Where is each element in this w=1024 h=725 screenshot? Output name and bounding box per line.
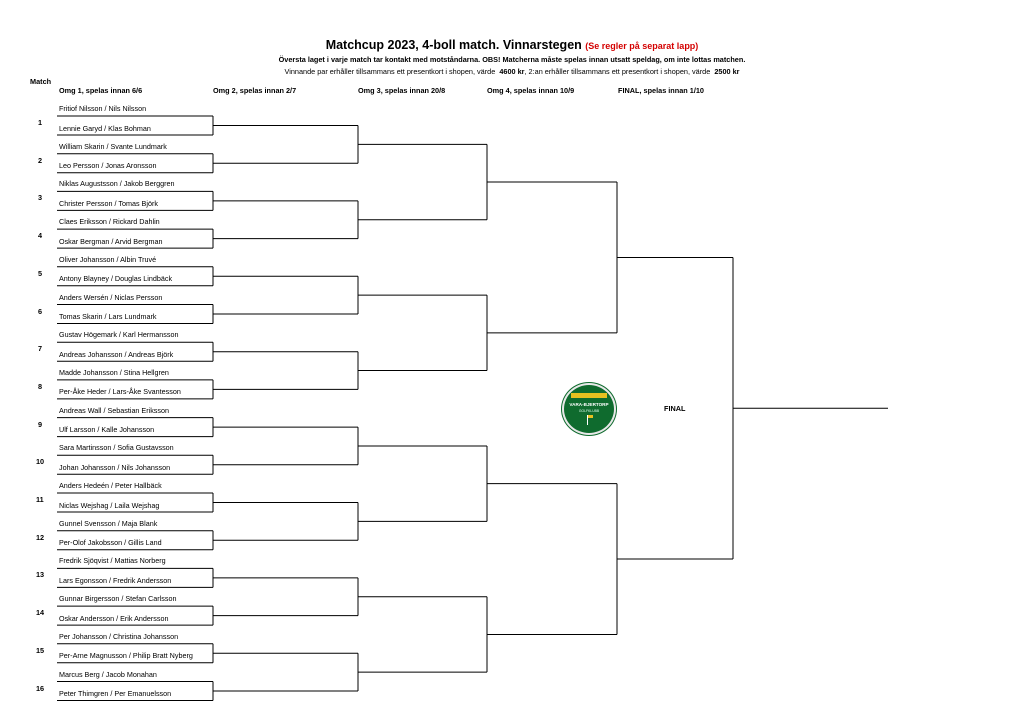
match-number: 15 [36, 645, 45, 655]
team-bottom: Andreas Johansson / Andreas Björk [59, 349, 174, 359]
team-top: Sara Martinsson / Sofia Gustavsson [59, 443, 174, 453]
team-top: Claes Eriksson / Rickard Dahlin [59, 217, 160, 227]
match-number: 8 [38, 381, 43, 391]
match-number: 1 [38, 118, 43, 127]
team-top: Per Johansson / Christina Johansson [59, 631, 179, 641]
team-bottom: Johan Johansson / Nils Johansson [59, 462, 171, 472]
match-number: 3 [38, 193, 43, 203]
match-number: 11 [36, 495, 44, 504]
match-number: 16 [36, 683, 45, 693]
match-number: 12 [36, 532, 45, 542]
team-bottom: Christer Persson / Tomas Björk [59, 198, 158, 208]
match-column-header: Match [30, 77, 52, 86]
team-top: Niklas Augustsson / Jakob Berggren [59, 179, 175, 189]
round4-header: Omg 4, spelas innan 10/9 [487, 86, 575, 95]
team-bottom: Tomas Skarin / Lars Lundmark [59, 312, 157, 321]
prize-value-second: 2500 kr [714, 67, 740, 76]
team-top: Oliver Johansson / Albin Truvé [59, 254, 157, 264]
match-number: 10 [36, 457, 45, 467]
team-bottom: Peter Thimgren / Per Emanuelsson [59, 689, 172, 698]
match-number: 14 [36, 608, 45, 618]
team-top: Gunnar Birgersson / Stefan Carlsson [59, 594, 177, 604]
golf-club-logo-icon [562, 383, 616, 435]
round3-header: Omg 3, spelas innan 20/8 [358, 86, 446, 95]
team-bottom: Oskar Andersson / Erik Andersson [59, 613, 169, 623]
match-number: 7 [38, 344, 43, 354]
team-bottom: Per-Olof Jakobsson / Gillis Land [59, 538, 162, 548]
team-bottom: Lars Egonsson / Fredrik Andersson [59, 575, 172, 585]
final-header: FINAL, spelas innan 1/10 [618, 86, 704, 95]
team-top: William Skarin / Svante Lundmark [59, 141, 167, 151]
team-top: Marcus Berg / Jacob Monahan [59, 669, 157, 679]
round2-header: Omg 2, spelas innan 2/7 [213, 86, 297, 95]
team-top: Anders Wersén / Niclas Persson [59, 292, 163, 302]
match-number: 5 [38, 268, 43, 278]
match-number: 13 [36, 570, 45, 580]
team-bottom: Per-Åke Heder / Lars-Åke Svantesson [59, 387, 181, 397]
team-top: Gustav Högemark / Karl Hermansson [59, 330, 179, 340]
rules-note: (Se regler på separat lapp) [585, 41, 699, 51]
team-top: Gunnel Svensson / Maja Blank [59, 518, 158, 528]
team-top: Andreas Wall / Sebastian Eriksson [59, 405, 169, 415]
team-top: Fritiof Nilsson / Nils Nilsson [59, 104, 147, 113]
prize-value-first: 4600 kr [499, 67, 525, 76]
team-bottom: Ulf Larsson / Kalle Johansson [59, 425, 155, 435]
match-number: 6 [38, 306, 43, 316]
logo-subtitle: GOLFKLUBB [578, 409, 600, 413]
final-label: FINAL [664, 404, 686, 413]
team-bottom: Lennie Garyd / Klas Bohman [59, 123, 151, 133]
team-bottom: Leo Persson / Jonas Aronsson [59, 161, 157, 171]
round1-header: Omg 1, spelas innan 6/6 [59, 86, 143, 95]
team-top: Fredrik Sjöqvist / Mattias Norberg [59, 556, 166, 566]
subtitle: Översta laget i varje match tar kontakt med motståndarna. OBS! Matcherna måste spelas innan utsatt speldag, om inte lottas matchen. [278, 55, 746, 64]
team-bottom: Oskar Bergman / Arvid Bergman [59, 236, 163, 246]
page-title: Matchcup 2023, 4-boll match. Vinnarstegen (Se regler på separat lapp) [325, 38, 699, 52]
team-top: Anders Hedeén / Peter Hallbäck [59, 481, 162, 490]
team-bottom: Antony Blayney / Douglas Lindbäck [59, 274, 173, 284]
prize-info: Vinnande par erhåller tillsammans ett presentkort i shopen, värde 4600 kr, 2:an erhåller tillsammans ett presentkort i shopen, värde 2500 kr [284, 67, 740, 76]
match-number: 2 [38, 155, 43, 165]
team-bottom: Niclas Wejshag / Laila Wejshag [59, 500, 160, 510]
team-top: Madde Johansson / Stina Hellgren [59, 367, 169, 377]
logo-name: VARA-BJERTORP [569, 402, 609, 407]
team-bottom: Per-Arne Magnusson / Philip Bratt Nyberg [59, 651, 193, 661]
match-number: 9 [38, 419, 43, 429]
match-number: 4 [38, 231, 43, 241]
